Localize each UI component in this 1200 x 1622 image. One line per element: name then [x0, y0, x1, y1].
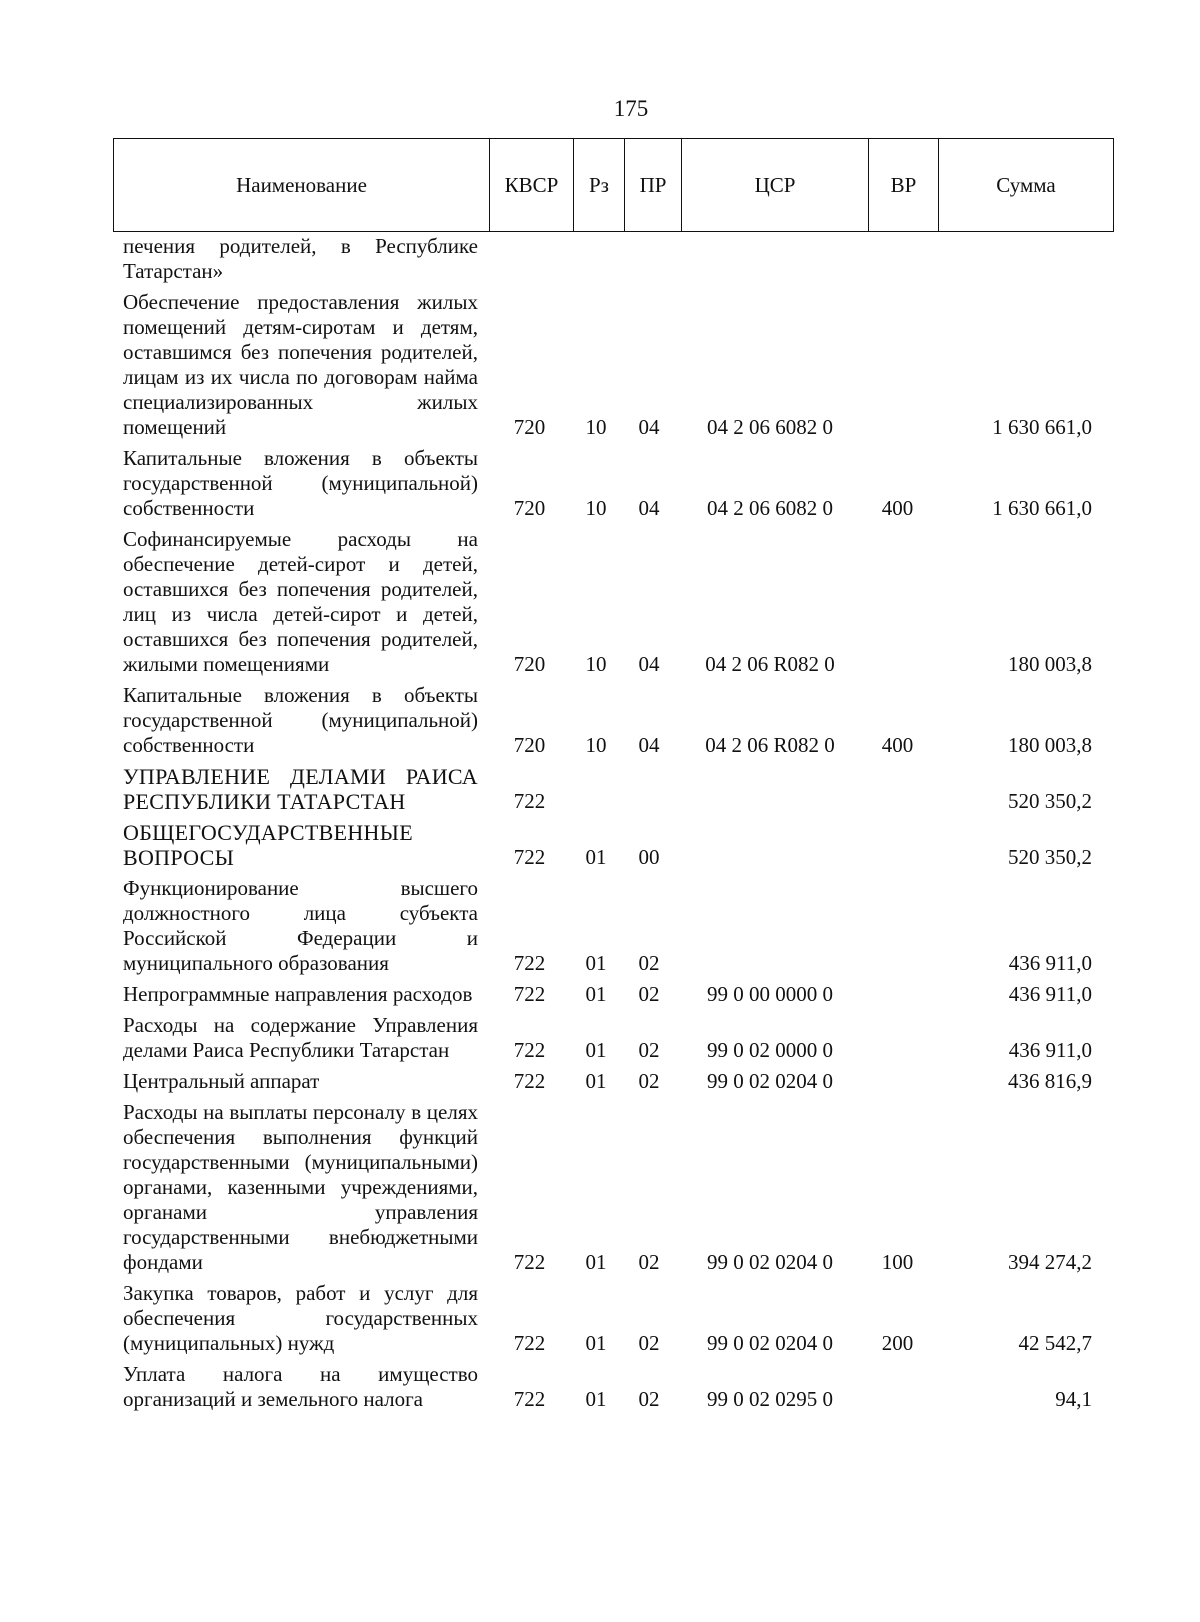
cell-sum	[932, 234, 1106, 290]
cell-pr: 02	[638, 982, 660, 1006]
cell-kvsr: 722	[513, 982, 546, 1006]
cell-name: печения родителей, в Республике Татарстан»	[123, 234, 478, 283]
cell-sum: 436 911,0	[1008, 951, 1092, 975]
cell-pr: 02	[638, 1038, 660, 1062]
cell-kvsr: 722	[513, 845, 546, 869]
cell-kvsr: 720	[513, 496, 546, 520]
cell-kvsr: 722	[513, 1331, 546, 1355]
cell-pr: 02	[638, 1250, 660, 1274]
cell-sum: 42 542,7	[1018, 1331, 1092, 1355]
cell-kvsr: 722	[513, 1250, 546, 1274]
cell-kvsr: 722	[513, 951, 546, 975]
cell-name: Расходы на содержание Управления делами Раиса Республики Татарстан	[123, 1013, 478, 1062]
table-row	[113, 764, 1106, 820]
cell-pr: 02	[638, 1387, 660, 1411]
cell-csr: 99 0 02 0204 0	[707, 1069, 833, 1093]
cell-vr: 400	[881, 733, 914, 757]
cell-csr: 04 2 06 6082 0	[707, 496, 833, 520]
cell-name: Центральный аппарат	[123, 1069, 320, 1093]
cell-sum: 394 274,2	[1008, 1250, 1092, 1274]
page-number: 175	[613, 96, 649, 121]
table-row	[113, 446, 1106, 527]
cell-sum: 436 911,0	[1008, 982, 1092, 1006]
cell-sum: 436 816,9	[1008, 1069, 1092, 1093]
cell-pr: 02	[638, 1069, 660, 1093]
cell-vr	[863, 876, 932, 982]
column-header-kvsr: КВСР	[490, 139, 574, 232]
cell-csr	[677, 876, 863, 982]
cell-vr	[863, 764, 932, 820]
table-header	[113, 138, 1114, 232]
header-row	[114, 139, 1114, 232]
cell-name: Функционирование высшего должностного лица субъекта Российской Федерации и муниципального образования	[123, 876, 478, 975]
cell-csr	[677, 234, 863, 290]
cell-kvsr: 720	[513, 652, 546, 676]
cell-sum: 520 350,2	[1008, 789, 1092, 813]
cell-rz: 10	[585, 496, 607, 520]
cell-rz: 01	[585, 1250, 607, 1274]
cell-pr: 00	[638, 845, 660, 869]
cell-pr: 02	[638, 951, 660, 975]
cell-vr	[863, 820, 932, 876]
cell-vr: 200	[881, 1331, 914, 1355]
cell-csr: 04 2 06 R082 0	[705, 733, 835, 757]
cell-rz: 01	[585, 1069, 607, 1093]
cell-csr: 99 0 02 0204 0	[707, 1331, 833, 1355]
cell-rz: 01	[585, 1331, 607, 1355]
cell-vr	[863, 982, 932, 1013]
cell-pr	[621, 234, 677, 290]
column-header-csr: ЦСР	[682, 139, 869, 232]
cell-csr	[677, 764, 863, 820]
cell-csr: 99 0 02 0295 0	[707, 1387, 833, 1411]
cell-sum: 1 630 661,0	[992, 496, 1092, 520]
table-row	[113, 876, 1106, 982]
table-row	[113, 234, 1106, 290]
table-row	[113, 290, 1106, 446]
cell-rz: 10	[585, 733, 607, 757]
cell-vr	[863, 1362, 932, 1418]
cell-kvsr: 722	[513, 1387, 546, 1411]
cell-rz	[571, 764, 621, 820]
cell-rz: 01	[585, 1038, 607, 1062]
cell-sum: 1 630 661,0	[992, 415, 1092, 439]
cell-csr: 04 2 06 6082 0	[707, 415, 833, 439]
cell-sum: 94,1	[1055, 1387, 1092, 1411]
cell-vr: 400	[881, 496, 914, 520]
column-header-rz: Рз	[574, 139, 625, 232]
table-row	[113, 527, 1106, 683]
cell-pr: 04	[638, 496, 660, 520]
column-header-name: Наименование	[114, 139, 490, 232]
cell-rz: 01	[585, 951, 607, 975]
cell-name: Закупка товаров, работ и услуг для обеспечения государственных (муниципальных) нужд	[123, 1281, 478, 1355]
table-row	[113, 1069, 1106, 1100]
cell-name: Капитальные вложения в объекты государственной (муниципальной) собственности	[123, 446, 478, 520]
table-row	[113, 820, 1106, 876]
budget-table	[113, 234, 1106, 1418]
cell-name: Обеспечение предоставления жилых помещений детям-сиротам и детям, оставшимся без попечения родителей, лицам из их числа по договорам найма специализированных жилых помещений	[123, 290, 478, 439]
cell-vr	[863, 234, 932, 290]
cell-kvsr: 722	[513, 1069, 546, 1093]
cell-csr	[677, 820, 863, 876]
cell-kvsr: 720	[513, 733, 546, 757]
cell-pr	[621, 764, 677, 820]
cell-name: Уплата налога на имущество организаций и земельного налога	[123, 1362, 478, 1411]
table-row	[113, 1362, 1106, 1418]
cell-rz: 01	[585, 845, 607, 869]
cell-rz	[571, 234, 621, 290]
cell-vr: 100	[881, 1250, 914, 1274]
cell-pr: 04	[638, 415, 660, 439]
column-header-sum: Сумма	[939, 139, 1114, 232]
cell-vr	[863, 527, 932, 683]
table-row	[113, 1281, 1106, 1362]
cell-name: Капитальные вложения в объекты государственной (муниципальной) собственности	[123, 683, 478, 757]
cell-sum: 520 350,2	[1008, 845, 1092, 869]
cell-name: ОБЩЕГОСУДАРСТВЕННЫЕ ВОПРОСЫ	[123, 820, 413, 870]
table-row	[113, 982, 1106, 1013]
cell-name: Непрограммные направления расходов	[123, 982, 473, 1006]
cell-sum: 436 911,0	[1008, 1038, 1092, 1062]
cell-csr: 99 0 02 0204 0	[707, 1250, 833, 1274]
cell-pr: 02	[638, 1331, 660, 1355]
cell-csr: 04 2 06 R082 0	[705, 652, 835, 676]
cell-name: Расходы на выплаты персоналу в целях обеспечения выполнения функций государственными (муниципальными) органами, казенными учреждениями, органами управления государственными внебюджетными фондами	[123, 1100, 478, 1274]
table-row	[113, 683, 1106, 764]
cell-kvsr: 722	[513, 789, 546, 813]
cell-sum: 180 003,8	[1008, 733, 1092, 757]
cell-pr: 04	[638, 652, 660, 676]
column-header-pr: ПР	[625, 139, 682, 232]
cell-name: УПРАВЛЕНИЕ ДЕЛАМИ РАИСА РЕСПУБЛИКИ ТАТАРСТАН	[123, 764, 478, 814]
cell-sum: 180 003,8	[1008, 652, 1092, 676]
cell-pr: 04	[638, 733, 660, 757]
cell-csr: 99 0 00 0000 0	[707, 982, 833, 1006]
cell-rz: 10	[585, 652, 607, 676]
cell-name: Софинансируемые расходы на обеспечение детей-сирот и детей, оставшихся без попечения родителей, лиц из числа детей-сирот и детей, оставшихся без попечения родителей, жилыми помещениями	[123, 527, 478, 676]
cell-vr	[863, 290, 932, 446]
cell-vr	[863, 1069, 932, 1100]
table-body	[113, 234, 1106, 1418]
cell-rz: 10	[585, 415, 607, 439]
table-row	[113, 1013, 1106, 1069]
cell-kvsr	[488, 234, 571, 290]
cell-rz: 01	[585, 1387, 607, 1411]
cell-csr: 99 0 02 0000 0	[707, 1038, 833, 1062]
cell-kvsr: 722	[513, 1038, 546, 1062]
table-row	[113, 1100, 1106, 1281]
cell-rz: 01	[585, 982, 607, 1006]
column-header-vr: ВР	[869, 139, 939, 232]
cell-kvsr: 720	[513, 415, 546, 439]
cell-vr	[863, 1013, 932, 1069]
